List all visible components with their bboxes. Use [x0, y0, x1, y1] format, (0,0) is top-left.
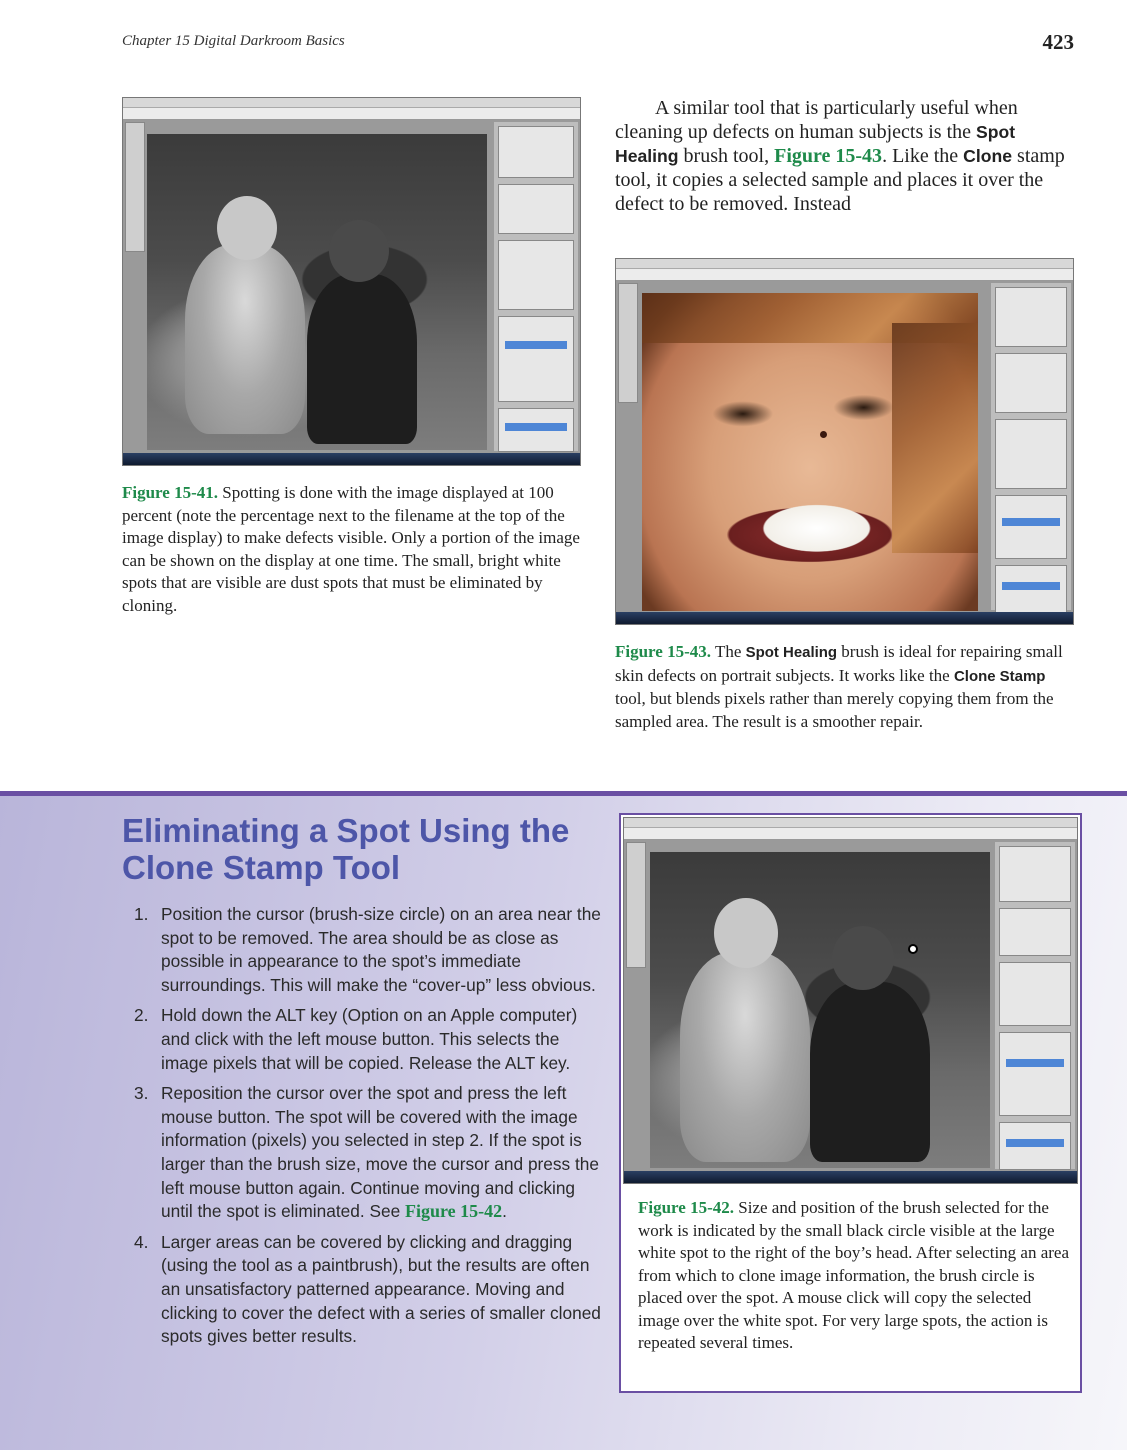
- figure-reference: Figure 15-42: [405, 1201, 503, 1222]
- step-item: [134, 1231, 604, 1349]
- brush-circle-icon: [908, 944, 918, 954]
- figure-label: Figure 15-41.: [122, 483, 219, 502]
- step-text: Hold down the ALT key (Option on an Apple computer) and click with the left mouse button. This selects the image pixels that will be copied. Release the ALT key.: [161, 1005, 578, 1073]
- spot-healing-term: Spot Healing: [615, 122, 1016, 166]
- figure-15-43-screenshot: [615, 258, 1074, 625]
- body-paragraph: [615, 96, 1077, 216]
- band-divider: [0, 791, 1127, 796]
- section-title: Eliminating a Spot Using the Clone Stamp Tool: [122, 812, 570, 886]
- step-text-end: .: [502, 1201, 507, 1222]
- body-text-run: . Like the: [882, 145, 964, 167]
- step-number: 1.: [134, 904, 149, 924]
- caption-text: tool, but blends pixels rather than merely copying them from the sampled area. The result is a smoother repair.: [615, 689, 1054, 731]
- figure-reference: Figure 15-43: [774, 145, 883, 167]
- caption-text: Size and position of the brush selected for the work is indicated by the small black circle visible at the large white spot to the right of the boy’s head. After selecting an area from which to clone image information, the brush circle is placed over the spot. A mouse click will copy the selected image over the white spot. For very large spots, the action is repeated several times.: [638, 1198, 1070, 1352]
- step-number: 4.: [134, 1231, 149, 1252]
- blemish-spot: [820, 431, 827, 438]
- body-text-run: A similar tool that is particularly useful when cleaning up defects on human subjects is the: [615, 97, 1018, 143]
- caption-text: brush is ideal for repairing small skin defects on portrait subjects. It works like the: [615, 642, 1063, 685]
- caption-text: The: [711, 642, 746, 661]
- figure-15-41-screenshot: [122, 97, 581, 466]
- body-text-run: brush tool,: [678, 145, 775, 167]
- clone-term: Clone: [963, 146, 1013, 166]
- clone-stamp-term: Clone Stamp: [953, 667, 1046, 685]
- page-number: 423: [1042, 30, 1074, 54]
- figure-15-43-caption: [615, 641, 1077, 733]
- vintage-children-photo: [650, 852, 990, 1168]
- running-head: Chapter 15 Digital Darkroom Basics: [122, 33, 345, 49]
- step-text: Reposition the cursor over the spot and press the left mouse button. The spot will be covered with the image information (pixels) you selected in step 2. If the spot is larger than the brush size, move the cursor and press the left mouse button again. Continue moving and clicking until the spot is eliminated. See: [161, 1083, 600, 1222]
- step-item: [134, 903, 604, 997]
- step-number: 3.: [134, 1083, 149, 1104]
- step-item: [134, 1082, 604, 1224]
- figure-15-41-caption: [122, 482, 584, 617]
- figure-label: Figure 15-43.: [615, 642, 712, 661]
- figure-15-42-caption: [638, 1197, 1074, 1355]
- step-text: Position the cursor (brush-size circle) on an area near the spot to be removed. The area should be as close as possible in appearance to the spot’s immediate surroundings. This will make the “cover-up” less obvious.: [161, 904, 601, 995]
- step-text: Larger areas can be covered by clicking and dragging (using the tool as a paintbrush), but the results are often an unsatisfactory patterned appearance. Moving and clicking to cover the defect with a series of smaller cloned spots gives better results.: [161, 1231, 601, 1347]
- figure-15-42-box: [619, 813, 1082, 1393]
- procedure-steps: [134, 903, 604, 1356]
- step-number: 2.: [134, 1005, 149, 1026]
- body-text-run: stamp tool, it copies a selected sample and places it over the defect to be removed. Instead: [615, 145, 1065, 215]
- step-item: [134, 1004, 604, 1075]
- spot-healing-term: Spot Healing: [745, 644, 838, 661]
- caption-text: Spotting is done with the image displayed at 100 percent (note the percentage next to the filename at the top of the image display) to make defects visible. Only a portion of the image can be shown on the display at one time. The small, bright white spots that are visible are dust spots that must be eliminated by cloning.: [122, 483, 580, 615]
- vintage-children-photo: [147, 134, 487, 450]
- portrait-face-photo: [642, 293, 978, 611]
- figure-15-42-screenshot: [623, 817, 1078, 1184]
- figure-label: Figure 15-42.: [638, 1198, 735, 1217]
